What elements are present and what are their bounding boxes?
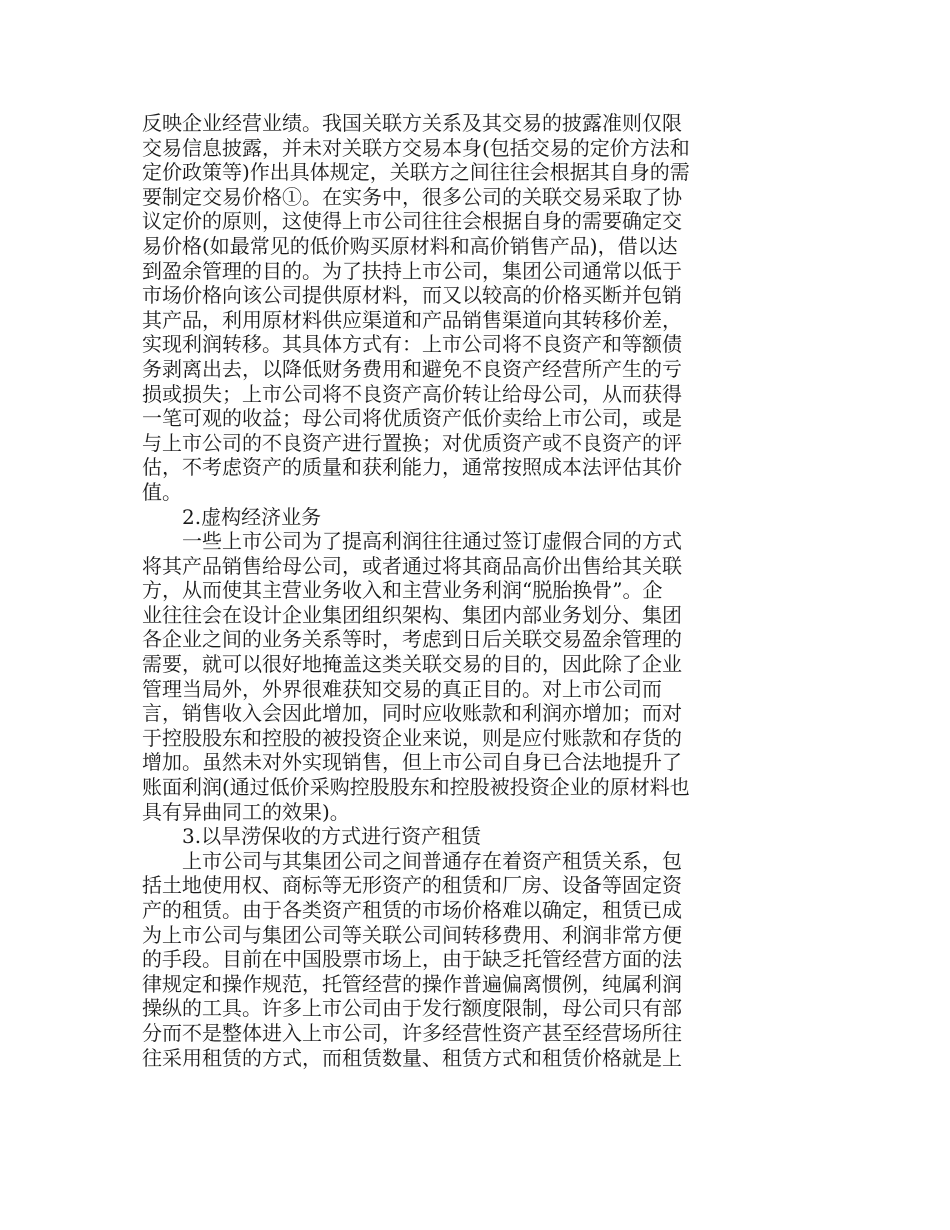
text-line: 其产品，利用原材料供应渠道和产品销售渠道向其转移价差，: [142, 307, 682, 332]
body-text: [142, 111, 762, 1070]
text-line: 的手段。目前在中国股票市场上，由于缺乏托管经营方面的法: [142, 947, 682, 972]
text-line: 产的租赁。由于各类资产租赁的市场价格难以确定，租赁已成: [142, 898, 682, 922]
text-line: 方，从而使其主营业务收入和主营业务利润“脱胎换骨”。企: [142, 578, 663, 603]
text-line: 管理当局外，外界很难获知交易的真正目的。对上市公司而: [142, 676, 662, 701]
text-line: 增加。虽然未对外实现销售，但上市公司自身已合法地提升了: [142, 750, 682, 775]
text-line: 3.以旱涝保收的方式进行资产租赁: [182, 824, 482, 849]
text-line: 到盈余管理的目的。为了扶持上市公司，集团公司通常以低于: [142, 258, 682, 283]
text-line: 于控股股东和控股的被投资企业来说，则是应付账款和存货的: [142, 725, 682, 750]
text-line: 操纵的工具。许多上市公司由于发行额度限制，母公司只有部: [142, 996, 682, 1021]
text-line: 律规定和操作规范，托管经营的操作普遍偏离惯例，纯属利润: [142, 971, 682, 996]
text-line: 账面利润(通过低价采购控股股东和控股被投资企业的原材料也: [142, 775, 690, 800]
text-line: 反映企业经营业绩。我国关联方关系及其交易的披露准则仅限: [142, 111, 682, 135]
text-line: 要制定交易价格①。在实务中，很多公司的关联交易采取了协: [142, 184, 682, 209]
text-line: 议定价的原则，这使得上市公司往往会根据自身的需要确定交: [142, 209, 682, 234]
text-line: 分而不是整体进入上市公司，许多经营性资产甚至经营场所往: [142, 1020, 682, 1045]
text-line: 定价政策等)作出具体规定，关联方之间往往会根据其自身的需: [142, 160, 690, 185]
text-line: 将其产品销售给母公司，或者通过将其商品高价出售给其关联: [142, 553, 682, 578]
text-line: 为上市公司与集团公司等关联公司间转移费用、利润非常方便: [142, 922, 682, 947]
text-line: 市场价格向该公司提供原材料，而又以较高的价格买断并包销: [142, 283, 682, 308]
text-line: 估，不考虑资产的质量和获利能力，通常按照成本法评估其价: [142, 455, 682, 480]
text-line: 值。: [142, 479, 182, 504]
text-line: 损或损失；上市公司将不良资产高价转让给母公司，从而获得: [142, 381, 682, 406]
text-line: 各企业之间的业务关系等时，考虑到日后关联交易盈余管理的: [142, 627, 682, 652]
text-line: 与上市公司的不良资产进行置换；对优质资产或不良资产的评: [142, 430, 682, 455]
text-line: 业往往会在设计企业集团组织架构、集团内部业务划分、集团: [142, 602, 682, 627]
text-line: 一笔可观的收益；母公司将优质资产低价卖给上市公司，或是: [142, 406, 682, 431]
text-line: 实现利润转移。其具体方式有：上市公司将不良资产和等额债: [142, 332, 682, 357]
text-line: 交易信息披露，并未对关联方交易本身(包括交易的定价方法和: [142, 135, 690, 160]
text-line: 上市公司与其集团公司之间普通存在着资产租赁关系，包: [182, 848, 682, 873]
text-line: 言，销售收入会因此增加，同时应收账款和利润亦增加；而对: [142, 701, 682, 726]
text-line: 需要，就可以很好地掩盖这类关联交易的目的，因此除了企业: [142, 652, 682, 677]
text-line: 一些上市公司为了提高利润往往通过签订虚假合同的方式: [182, 529, 682, 554]
text-line: 务剥离出去，以降低财务费用和避免不良资产经营所产生的亏: [142, 356, 682, 381]
text-line: 易价格(如最常见的低价购买原材料和高价销售产品)，借以达: [142, 233, 678, 258]
text-line: 往采用租赁的方式，而租赁数量、租赁方式和租赁价格就是上: [142, 1045, 682, 1070]
text-line: 括土地使用权、商标等无形资产的租赁和厂房、设备等固定资: [142, 873, 682, 898]
text-line: 2.虚构经济业务: [182, 504, 322, 529]
text-line: 具有异曲同工的效果)。: [142, 799, 350, 824]
